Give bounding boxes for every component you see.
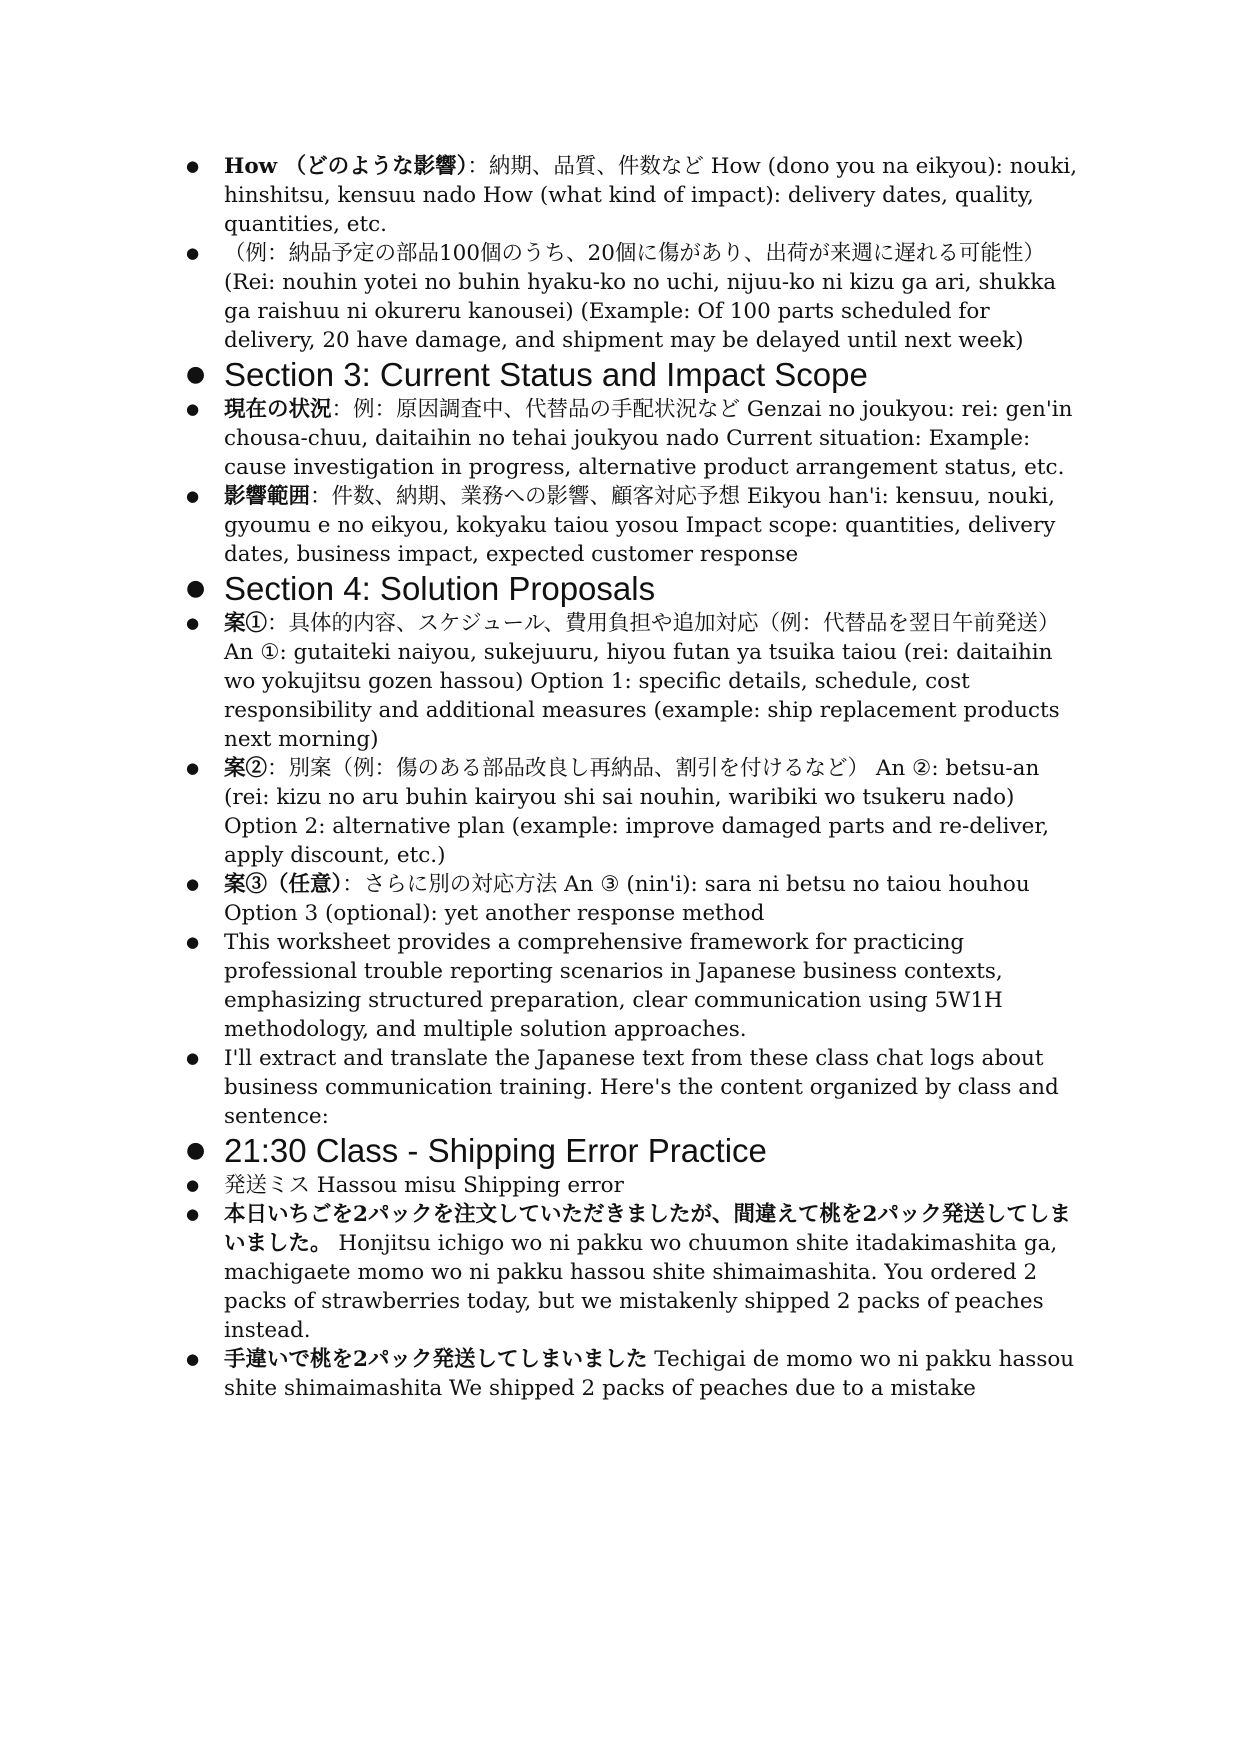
item-label: 案①: [224, 611, 268, 636]
section-3-heading: ● Section 3: Current Status and Impact Scope: [186, 355, 1086, 395]
document-content: [186, 152, 1086, 1403]
list-item: [186, 1200, 1086, 1345]
section-4-heading-list: [186, 569, 1086, 609]
class-list: [186, 1171, 1086, 1403]
class-heading-list: [186, 1131, 1086, 1171]
class-heading: ● 21:30 Class - Shipping Error Practice: [186, 1131, 1086, 1171]
item-text: ：納期、品質、件数など How (dono you na eikyou): nouki, hinshitsu, kensuu nado How (what kind of impact): delivery dates, quality, quantities, etc.: [224, 154, 1078, 237]
item-label: How （どのような影響）: [224, 154, 468, 179]
list-item: [186, 754, 1086, 870]
section-4-list: [186, 609, 1086, 1131]
item-label: 案③（任意）: [224, 872, 343, 897]
item-text: ：別案（例：傷のある部品改良し再納品、割引を付けるなど） An ②: betsu-an (rei: kizu no aru buhin kairyou shi sai nouhin, waribiki wo tsukeru nado) Option 2: alternative plan (example: improve damaged parts and re-deliver, apply discount, etc.): [224, 756, 1050, 868]
item-label: 案②: [224, 756, 268, 781]
item-text: ：さらに別の対応方法 An ③ (nin'i): sara ni betsu no taiou houhou Option 3 (optional): yet another response method: [224, 872, 1030, 926]
item-text: ：例：原因調査中、代替品の手配状況など Genzai no joukyou: rei: gen'in chousa-chuu, daitaihin no tehai joukyou nado Current situation: Example: cause investigation in progress, alternative product arrangement status, etc.: [224, 397, 1073, 480]
list-item: [186, 609, 1086, 754]
list-item: [186, 239, 1086, 355]
item-text: 発送ミス Hassou misu Shipping error: [224, 1173, 624, 1198]
item-label: 現在の状況: [224, 397, 332, 422]
section-3-list: [186, 395, 1086, 569]
section-3-heading-list: [186, 355, 1086, 395]
item-text: ：具体的内容、スケジュール、費用負担や追加対応（例：代替品を翌日午前発送） An ①: gutaiteki naiyou, sukejuuru, hiyou futan ya tsuika taiou (rei: daitaihin wo yokujitsu gozen hassou) Option 1: specific details, schedule, cost responsibility and additional measures (example: ship replacement products next morning): [224, 611, 1060, 752]
item-text: Techigai de momo wo ni pakku hassou shite shimaimashita We shipped 2 packs of peaches due to a mistake: [224, 1347, 1075, 1401]
item-text: I'll extract and translate the Japanese text from these class chat logs about business communication training. Here's the content organized by class and sentence:: [224, 1046, 1059, 1129]
list-item: [186, 482, 1086, 569]
item-text: Honjitsu ichigo wo ni pakku wo chuumon shite itadakimashita ga, machigaete momo wo ni pakku hassou shite shimaimashita. You ordered 2 packs of strawberries today, but we mistakenly shipped 2 packs of peaches instead.: [224, 1231, 1058, 1343]
item-text: （例：納品予定の部品100個のうち、20個に傷があり、出荷が来週に遅れる可能性） (Rei: nouhin yotei no buhin hyaku-ko no uchi, nijuu-ko ni kizu ga ari, shukka ga raishuu ni okureru kanousei) (Example: Of 100 parts scheduled for delivery, 20 have damage, and shipment may be delayed until next week): [224, 241, 1057, 353]
list-item: [186, 1044, 1086, 1131]
section-4-heading: ● Section 4: Solution Proposals: [186, 569, 1086, 609]
how-list: [186, 152, 1086, 355]
item-label: 本日いちごを2パックを注文していただきましたが、間違えて桃を2パック発送してしまいました。: [224, 1202, 1071, 1256]
item-label: 影響範囲: [224, 484, 311, 509]
list-item: [186, 152, 1086, 239]
item-text: ：件数、納期、業務への影響、顧客対応予想 Eikyou han'i: kensuu, nouki, gyoumu e no eikyou, kokyaku taiou yosou Impact scope: quantities, delivery dates, business impact, expected customer response: [224, 484, 1056, 567]
list-item: [186, 1345, 1086, 1403]
list-item: [186, 870, 1086, 928]
item-label: 手違いで桃を2パック発送してしまいました: [224, 1347, 648, 1372]
list-item: [186, 928, 1086, 1044]
item-text: This worksheet provides a comprehensive framework for practicing professional trouble reporting scenarios in Japanese business contexts, emphasizing structured preparation, clear communication using 5W1H methodology, and multiple solution approaches.: [224, 930, 1003, 1042]
list-item: [186, 395, 1086, 482]
list-item: [186, 1171, 1086, 1200]
